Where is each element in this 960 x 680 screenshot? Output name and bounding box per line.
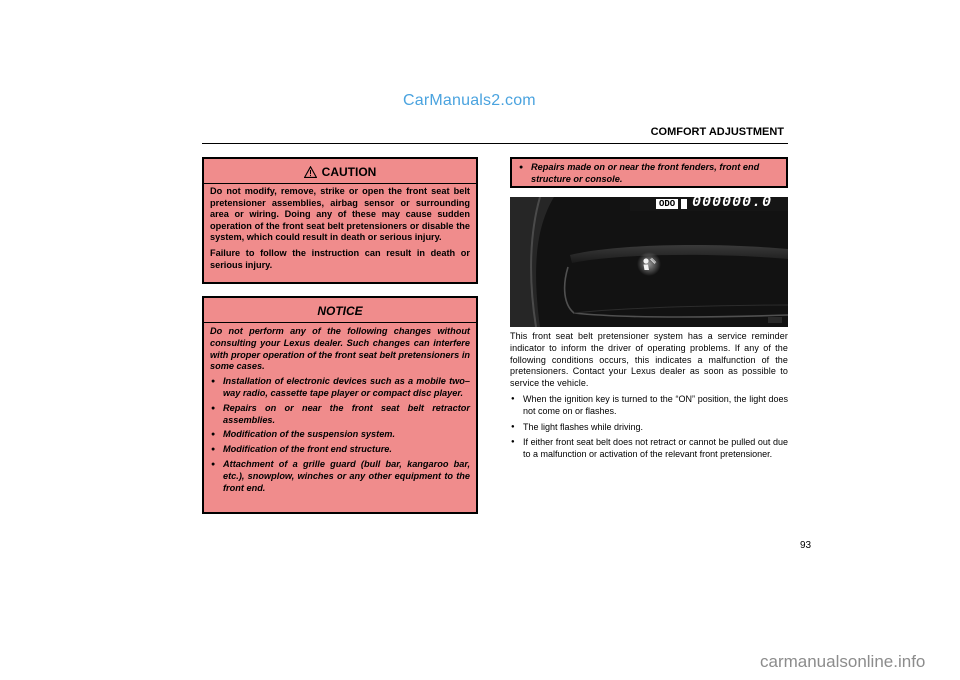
caution-title: CAUTION <box>321 165 377 179</box>
caution-box <box>202 157 478 284</box>
caution-divider <box>204 183 476 184</box>
odometer-separator <box>681 199 687 209</box>
description-list-item: ● The light flashes while driving. <box>510 422 788 434</box>
notice-list-item: ● Modification of the front end structure. <box>210 444 470 456</box>
dashboard-photo <box>510 197 788 327</box>
caution-header <box>204 165 476 179</box>
notice-divider <box>204 322 476 323</box>
watermark-top[interactable]: CarManuals2.com <box>403 92 536 109</box>
odometer-digits: 000000.0 <box>692 197 773 211</box>
dashboard-illustration <box>510 197 788 327</box>
header-rule <box>202 143 788 144</box>
caution-body <box>210 186 470 275</box>
caution-paragraph: Failure to follow the instruction can result in death or serious injury. <box>210 247 470 270</box>
description <box>510 331 788 465</box>
notice-list-item: ● Repairs on or near the front seat belt retractor assemblies. <box>210 403 470 427</box>
description-list <box>510 394 788 461</box>
description-list-item: ● When the ignition key is turned to the “ON” position, the light does not come on or flashes. <box>510 394 788 418</box>
repairs-item: ● Repairs made on or near the front fenders, front end structure or console. <box>518 162 780 185</box>
notice-intro: Do not perform any of the following changes without consulting your Lexus dealer. Such changes can interfere with proper operation of the front seat belt pretensioners in some cases. <box>210 326 470 372</box>
notice-body <box>210 326 470 497</box>
repairs-box <box>510 157 788 188</box>
description-intro: This front seat belt pretensioner system has a service reminder indicator to inform the driver of operating problems. If any of the following conditions occurs, this indicates a malfunction of the pretensioners. Contact your Lexus dealer as soon as possible to service the vehicle. <box>510 331 788 389</box>
notice-box <box>202 296 478 514</box>
footer-watermark[interactable]: carmanualsonline.info <box>760 652 926 671</box>
section-title: COMFORT ADJUSTMENT <box>650 126 784 138</box>
notice-list-item: ● Installation of electronic devices such as a mobile two–way radio, cassette tape player or compact disc player. <box>210 376 470 400</box>
page-number: 93 <box>800 540 812 551</box>
notice-list-item: ● Attachment of a grille guard (bull bar, kangaroo bar, etc.), snowplow, winches or any other equipment to the front end. <box>210 459 470 494</box>
notice-list <box>210 376 470 494</box>
odometer-label: ODO <box>656 199 678 209</box>
caution-paragraph: Do not modify, remove, strike or open the front seat belt pretensioner assemblies, airbag sensor or surrounding area or wiring. Doing any of these may cause sudden operation of the front seat belt pretensioners or disable the system, which could result in death or serious injury. <box>210 186 470 243</box>
notice-list-item: ● Modification of the suspension system. <box>210 429 470 441</box>
warning-triangle-icon <box>304 166 317 178</box>
description-list-item: ● If either front seat belt does not retract or cannot be pulled out due to a malfunction or activation of the relevant front pretensioner. <box>510 437 788 461</box>
notice-title: NOTICE <box>317 304 363 318</box>
